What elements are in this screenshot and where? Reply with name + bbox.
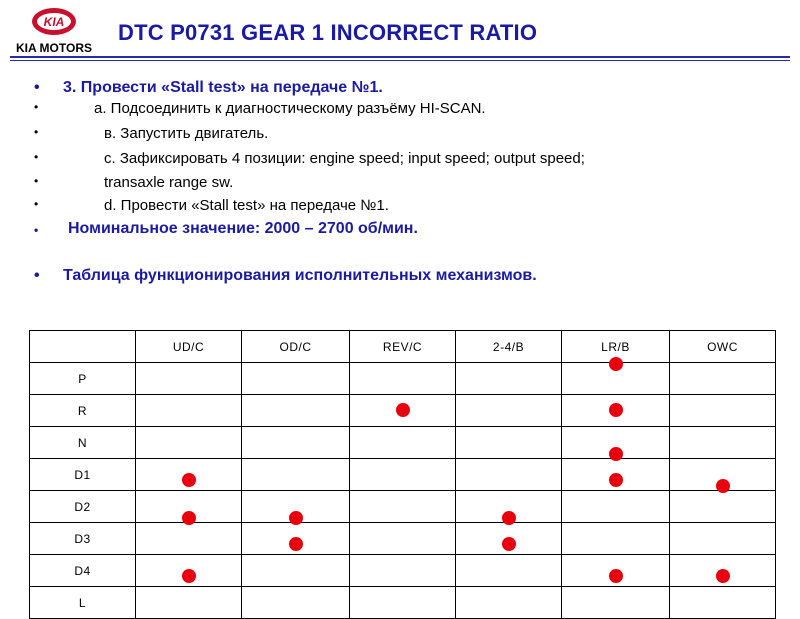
bullet-dot: • <box>34 267 40 284</box>
table-cell <box>562 523 670 555</box>
active-element-marker <box>716 569 730 583</box>
kia-motors-logo <box>10 8 98 58</box>
table-cell <box>350 395 456 427</box>
table-cell <box>136 427 242 459</box>
table-cell <box>136 587 242 619</box>
table-cell <box>456 523 562 555</box>
bullet-text: Номинальное значение: 2000 – 2700 об/мин. <box>68 220 418 237</box>
bullet-text: Таблица функционирования исполнительных механизмов. <box>63 267 537 284</box>
table-cell <box>670 587 776 619</box>
bullet-dot: • <box>34 125 39 139</box>
title-divider <box>10 56 790 58</box>
table-cell <box>456 491 562 523</box>
row-label: L <box>30 587 136 619</box>
table-cell <box>456 555 562 587</box>
column-header-ud-c: UD/C <box>136 331 242 363</box>
active-element-marker <box>182 569 196 583</box>
table-cell <box>670 555 776 587</box>
table-cell <box>242 523 350 555</box>
table-cell <box>242 587 350 619</box>
table-row <box>30 491 776 523</box>
active-element-marker <box>609 473 623 487</box>
row-label: N <box>30 427 136 459</box>
table-corner-cell <box>30 331 136 363</box>
table-cell <box>670 363 776 395</box>
table-cell <box>136 363 242 395</box>
table-cell <box>136 459 242 491</box>
table-cell <box>136 555 242 587</box>
bullet-text: d. Провести «Stall test» на передаче №1. <box>104 197 389 214</box>
actuator-operation-table <box>29 330 776 619</box>
kia-oval-emblem <box>32 8 76 35</box>
table-row <box>30 555 776 587</box>
active-element-marker <box>609 357 623 371</box>
table-cell <box>242 459 350 491</box>
table-cell <box>350 587 456 619</box>
table-cell <box>242 395 350 427</box>
table-cell <box>670 491 776 523</box>
active-element-marker <box>502 537 516 551</box>
table-cell <box>350 523 456 555</box>
table-row <box>30 459 776 491</box>
bullet-dot: • <box>34 197 39 211</box>
table-row <box>30 363 776 395</box>
bullet-dot: • <box>34 223 39 237</box>
title-divider-thin <box>10 60 790 61</box>
active-element-marker <box>289 537 303 551</box>
table-cell <box>456 363 562 395</box>
table-cell <box>242 363 350 395</box>
active-element-marker <box>182 473 196 487</box>
row-label: D4 <box>30 555 136 587</box>
table-cell <box>350 459 456 491</box>
kia-emblem-text: KIA <box>43 14 65 29</box>
table-cell <box>670 395 776 427</box>
table-cell <box>670 427 776 459</box>
bullet-text: а. Подсоединить к диагностическому разъёму HI-SCAN. <box>94 100 486 117</box>
table-row <box>30 523 776 555</box>
active-element-marker <box>396 403 410 417</box>
table-cell <box>456 427 562 459</box>
row-label: R <box>30 395 136 427</box>
active-element-marker <box>609 569 623 583</box>
table-cell <box>350 363 456 395</box>
column-header-od-c: OD/C <box>242 331 350 363</box>
table-cell <box>456 459 562 491</box>
bullet-text: transaxle range sw. <box>104 174 234 191</box>
table-cell <box>562 587 670 619</box>
table-cell <box>562 427 670 459</box>
bullet-dot: • <box>34 150 39 164</box>
bullet-text: 3. Провести «Stall test» на передаче №1. <box>63 79 383 96</box>
table-row <box>30 427 776 459</box>
table-cell <box>562 491 670 523</box>
table-cell <box>350 555 456 587</box>
table-cell <box>562 363 670 395</box>
table-cell <box>242 427 350 459</box>
active-element-marker <box>609 403 623 417</box>
table-cell <box>136 395 242 427</box>
table-cell <box>670 523 776 555</box>
table-cell <box>242 555 350 587</box>
table-cell <box>350 491 456 523</box>
bullet-text: с. Зафиксировать 4 позиции: engine speed; input speed; output speed; <box>104 150 585 167</box>
table-cell <box>670 459 776 491</box>
table-cell <box>562 459 670 491</box>
page-title: DTC P0731 GEAR 1 INCORRECT RATIO <box>118 20 538 45</box>
table-header-row <box>30 331 776 363</box>
bullet-text: в. Запустить двигатель. <box>104 125 269 142</box>
bullet-dot: • <box>34 174 39 188</box>
row-label: D1 <box>30 459 136 491</box>
row-label: D2 <box>30 491 136 523</box>
column-header-rev-c: REV/C <box>350 331 456 363</box>
table-cell <box>136 523 242 555</box>
table-cell <box>562 395 670 427</box>
table-row <box>30 587 776 619</box>
column-header-lr-b: LR/B <box>562 331 670 363</box>
kia-motors-wordmark: KIA MOTORS <box>15 41 92 55</box>
table-cell <box>456 587 562 619</box>
bullet-dot: • <box>34 79 40 96</box>
row-label: P <box>30 363 136 395</box>
column-header-owc: OWC <box>670 331 776 363</box>
bullet-dot: • <box>34 100 39 114</box>
table-cell <box>456 395 562 427</box>
table-cell <box>242 491 350 523</box>
column-header-2-4-b: 2-4/B <box>456 331 562 363</box>
table-cell <box>350 427 456 459</box>
table-cell <box>562 555 670 587</box>
row-label: D3 <box>30 523 136 555</box>
table-body <box>30 363 776 619</box>
table-row <box>30 395 776 427</box>
table-cell <box>136 491 242 523</box>
